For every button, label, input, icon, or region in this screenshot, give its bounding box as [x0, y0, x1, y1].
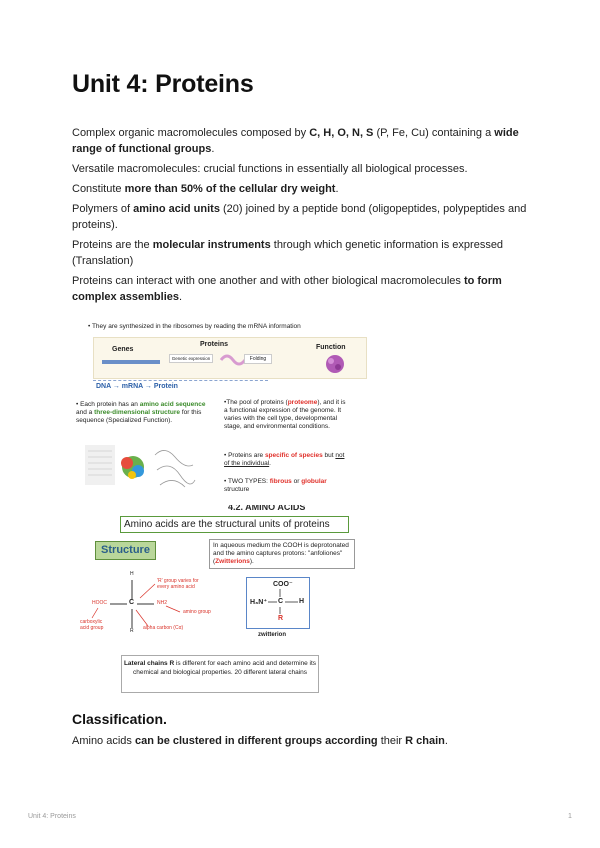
function-label: Function: [316, 344, 346, 351]
carboxylic-group-label: carboxylic acid group: [80, 619, 104, 631]
classification-text: Amino acids can be clustered in different groups according their R chain.: [72, 735, 448, 747]
page-title: Unit 4: Proteins: [72, 70, 254, 98]
paragraph-polymers: Polymers of amino acid units (20) joined by a peptide bond (oligopeptides, polypeptides and proteins).: [72, 203, 527, 231]
zw-coo: COO⁻: [273, 581, 293, 588]
proteins-label: Proteins: [200, 341, 229, 348]
formula-r: R: [130, 628, 134, 634]
figure1-bullet-ribosomes: • They are synthesized in the ribosomes by reading the mRNA information: [88, 323, 301, 330]
footer-title: Unit 4: Proteins: [28, 813, 76, 820]
paragraph-dry-weight: Constitute more than 50% of the cellular dry weight.: [72, 183, 339, 195]
gene-expression-diagram: [93, 337, 367, 379]
zw-r: R: [278, 615, 284, 622]
figure1-species-text: • Proteins are specific of species but not of the individual.: [224, 452, 345, 467]
formula-nh2: NH2: [157, 600, 168, 606]
dogma-dash: [93, 380, 268, 381]
figure1-proteome-text: •The pool of proteins (proteome), and it is a functional expression of the genome. It varies with the cell type, developmental stage, and environmental conditions.: [224, 399, 346, 430]
amino-acids-banner: Amino acids are the structural units of proteins: [120, 516, 349, 533]
zwitterion-diagram: [246, 577, 310, 629]
zw-h: H: [299, 598, 305, 605]
amino-acids-header-partial: 4.2. AMINO ACIDS: [228, 505, 306, 511]
amino-group-label: amino group: [183, 609, 211, 615]
formula-alpha-carbon: C: [129, 599, 135, 606]
folding-box: Folding: [244, 354, 272, 364]
folded-protein-icon: [324, 352, 346, 376]
paragraph-assemblies: Proteins can interact with one another and with other biological macromolecules to form complex assemblies.: [72, 275, 502, 303]
lateral-chains-box: Lateral chains R is different for each amino acid and determine its chemical and biological properties. 20 different lateral chains: [121, 655, 319, 693]
paragraph-versatile: Versatile macromolecules: crucial functions in essentially all biological processes.: [72, 163, 468, 175]
zw-bonds: [247, 578, 309, 628]
structure-button: Structure: [95, 541, 156, 560]
central-dogma: DNA → mRNA → Protein: [96, 383, 178, 390]
genetic-expression-box: Genetic expression: [169, 354, 213, 363]
classification-heading: Classification.: [72, 711, 167, 727]
formula-hooc: HOOC: [92, 600, 107, 606]
paragraph-composition: Complex organic macromolecules composed by C, H, O, N, S (P, Fe, Cu) containing a wide range of functional groups.: [72, 127, 519, 155]
genes-label: Genes: [112, 346, 134, 353]
zwitterion-caption: zwitterion: [258, 632, 286, 638]
protein-structures-image: [85, 445, 200, 495]
zw-c: C: [278, 598, 284, 605]
paragraph-instruments: Proteins are the molecular instruments through which genetic information is expressed (Translation): [72, 239, 504, 267]
figure1-left-text: • Each protein has an amino acid sequence and a three-dimensional structure for this sequence (Specialized Function).: [76, 401, 206, 424]
aqueous-medium-text: In aqueous medium the COOH is deprotonated and the amino captures protons: "anfoliones" (Zwitterions).: [209, 539, 355, 569]
r-group-label: 'R' group varies for every amino acid: [157, 578, 199, 590]
page-number: 1: [568, 813, 572, 820]
gene-bar: [102, 360, 160, 364]
zw-h3n: H₃N⁺: [250, 599, 268, 606]
formula-h-top: H: [130, 571, 134, 577]
figure1-types-text: • TWO TYPES: fibrous or globular structure: [224, 478, 327, 493]
alpha-carbon-label: alpha carbon (Cα): [143, 625, 184, 631]
